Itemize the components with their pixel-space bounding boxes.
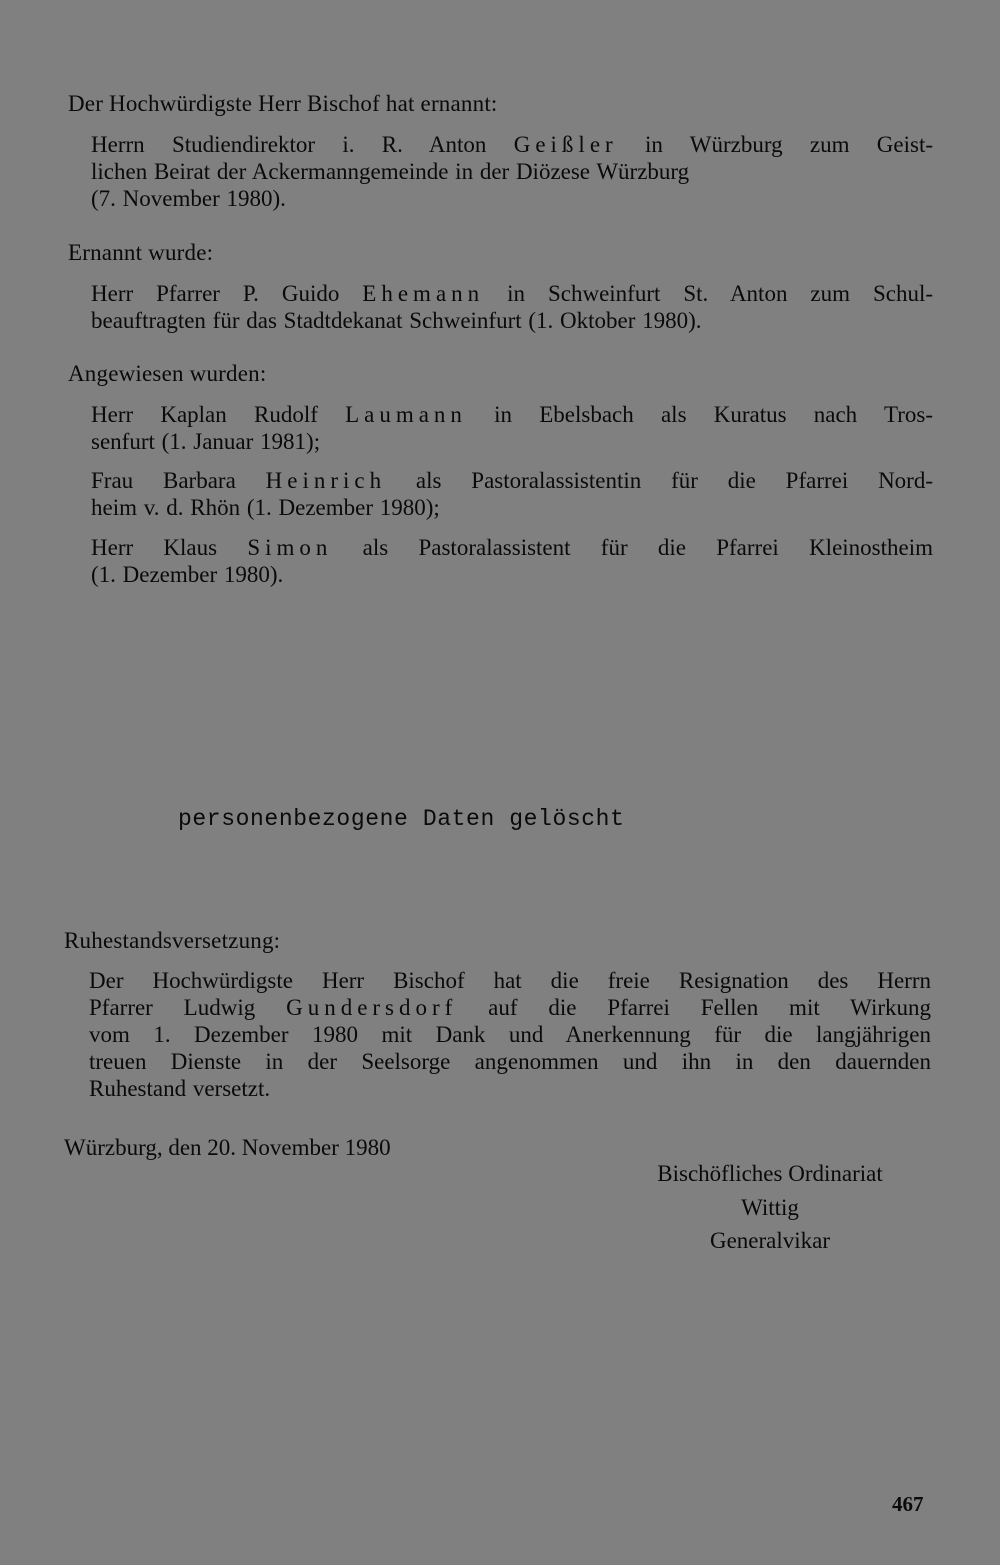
paragraph-line: (7. November 1980). [91,186,286,211]
paragraph-line: (1. Dezember 1980). [91,562,284,587]
section-heading-ruhestand: Ruhestandsversetzung: [64,928,281,953]
paragraph-line: Frau Barbara Heinrich als Pastoralassistentin für die Pfarrei Nord- [91,468,933,493]
paragraph-line: Herr Kaplan Rudolf Laumann in Ebelsbach als Kuratus nach Tros- [91,402,933,427]
paragraph-simon [91,534,933,588]
signature-name: Wittig [741,1195,799,1220]
place-date: Würzburg, den 20. November 1980 [64,1135,391,1160]
paragraph-line: Ruhestand versetzt. [89,1076,271,1101]
paragraph-line: Herr Klaus Simon als Pastoralassistent für die Pfarrei Kleinostheim [91,535,933,560]
paragraph-line: Herrn Studiendirektor i. R. Anton Geißler in Würzburg zum Geist- [91,132,934,157]
paragraph-line: heim v. d. Rhön (1. Dezember 1980); [91,495,440,520]
paragraph-line: beauftragten für das Stadtdekanat Schweinfurt (1. Oktober 1980). [91,308,702,333]
paragraph-line: Herr Pfarrer P. Guido Ehemann in Schweinfurt St. Anton zum Schul- [91,281,933,306]
spaced-name: Gundersdorf [286,995,458,1020]
page-number: 467 [892,1492,924,1516]
redaction-notice: personenbezogene Daten gelöscht [178,806,625,832]
signature-office: Bischöfliches Ordinariat [657,1161,883,1186]
spaced-name: Geißler [513,132,618,157]
section-heading-angewiesen: Angewiesen wurden: [68,361,267,386]
spaced-name: Heinrich [265,468,387,493]
paragraph-line: senfurt (1. Januar 1981); [91,429,321,454]
paragraph-laumann [91,401,933,455]
paragraph-line: Der Hochwürdigste Herr Bischof hat die freie Resignation des Herrn [89,968,931,993]
paragraph-line: lichen Beirat der Ackermanngemeinde in der Diözese Würzburg [91,159,690,184]
section-heading-ernannt-bischof: Der Hochwürdigste Herr Bischof hat ernannt: [68,91,498,116]
paragraph-line: Pfarrer Ludwig Gundersdorf auf die Pfarrei Fellen mit Wirkung [89,995,931,1020]
paragraph-heinrich [91,467,933,521]
paragraph-gundersdorf [89,967,931,1102]
spaced-name: Ehemann [362,281,485,306]
paragraph-line: treuen Dienste in der Seelsorge angenommen und ihn in den dauernden [89,1049,931,1074]
signature-title: Generalvikar [709,1228,831,1253]
section-heading-ernannt-wurde: Ernannt wurde: [68,240,214,265]
paragraph-ehemann [91,280,933,334]
spaced-name: Simon [247,535,333,560]
spaced-name: Laumann [345,402,467,427]
paragraph-geissler [91,131,933,212]
paragraph-line: vom 1. Dezember 1980 mit Dank und Anerkennung für die langjährigen [89,1022,931,1047]
